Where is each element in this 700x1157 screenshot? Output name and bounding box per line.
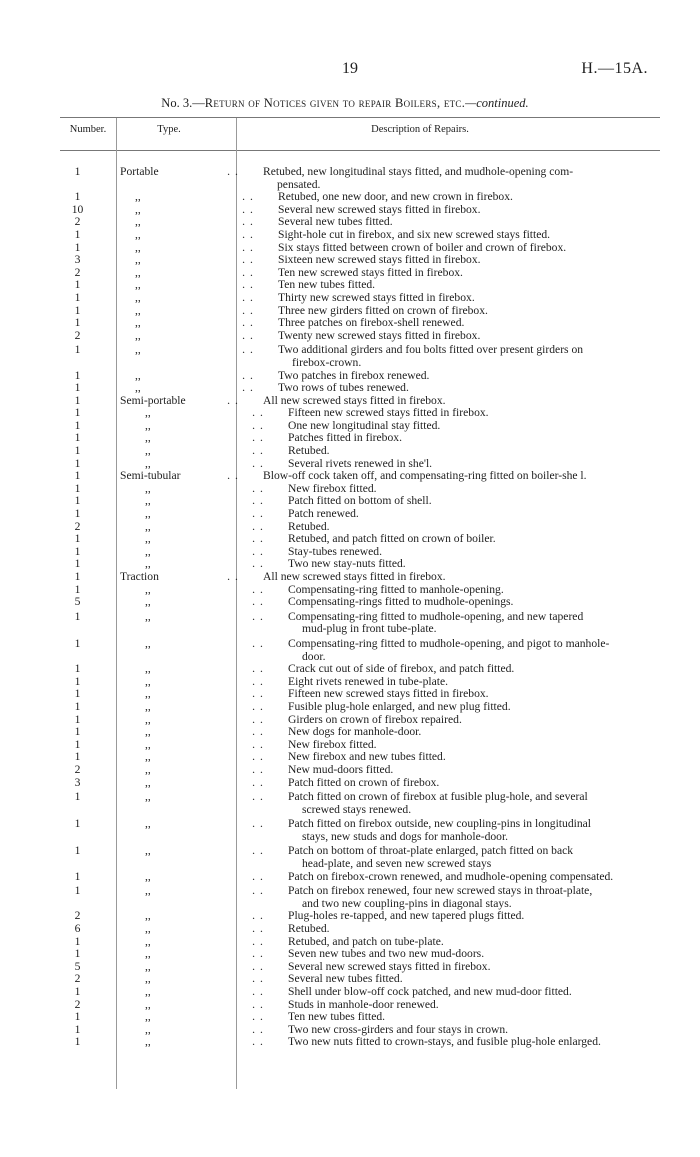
row-type: ,,	[135, 227, 141, 241]
description-line: Compensating-ring fitted to manhole-opening.	[288, 582, 504, 596]
row-type: ,,	[145, 775, 151, 789]
row-number: 1	[74, 725, 81, 739]
row-number: 1	[74, 532, 81, 546]
description-line: Fifteen new screwed stays fitted in firebox.	[288, 406, 489, 420]
row-description	[277, 910, 660, 923]
column-header-number: Number.	[69, 124, 107, 135]
row-type: ,,	[145, 582, 151, 596]
description-line: Patch on bottom of throat-plate enlarged, patch fitted on back	[288, 844, 574, 858]
row-number: 1	[74, 844, 81, 858]
row-type: ,,	[145, 609, 151, 623]
leader-dots: . .	[242, 381, 254, 395]
leader-dots: . .	[242, 278, 254, 292]
description-line: One new longitudinal stay fitted.	[288, 418, 441, 432]
leader-dots: . .	[252, 790, 264, 804]
description-line: Shell under blow-off cock patched, and new mud-door fitted.	[288, 985, 572, 998]
row-number: 2	[74, 519, 81, 533]
row-description	[277, 777, 660, 790]
row-type: ,,	[145, 494, 151, 508]
row-number: 1	[74, 165, 81, 178]
row-number: 5	[74, 959, 81, 973]
row-type: ,,	[145, 532, 151, 546]
leader-dots: . .	[252, 507, 264, 521]
leader-dots: . .	[252, 725, 264, 739]
description-line: New firebox and new tubes fitted.	[288, 750, 446, 764]
table-row	[60, 330, 660, 343]
row-number: 2	[74, 328, 81, 342]
table-row	[60, 777, 660, 790]
description-line: Two new nuts fitted to crown-stays, and fusible plug-hole enlarged.	[288, 1035, 601, 1049]
description-line: Ten new tubes fitted.	[288, 1010, 386, 1024]
row-type: ,,	[145, 519, 151, 533]
description-line: Three new girders fitted on crown of firebox.	[278, 303, 488, 317]
leader-dots: . .	[252, 431, 264, 445]
row-type: ,,	[145, 1010, 151, 1024]
row-type: ,,	[135, 240, 141, 254]
row-type: ,,	[135, 381, 141, 395]
row-type: ,,	[145, 997, 151, 1011]
column-header-type: Type.	[157, 124, 181, 135]
row-description	[277, 818, 660, 843]
row-number: 1	[74, 674, 81, 688]
description-line: Compensating-ring fitted to mudhole-opening, and pigot to manhole-	[288, 636, 610, 650]
leader-dots: . .	[227, 469, 239, 483]
row-number: 1	[74, 662, 81, 676]
row-number: 1	[74, 456, 81, 470]
leader-dots: . .	[252, 947, 264, 961]
leader-dots: . .	[242, 328, 254, 342]
leader-dots: . .	[252, 582, 264, 596]
description-continuation: stays, new studs and dogs for manhole-door.	[302, 829, 509, 843]
description-line: Sixteen new screwed stays fitted in firebox.	[278, 253, 481, 267]
description-line: Retubed, and patch fitted on crown of boiler.	[288, 532, 496, 546]
row-type: Semi-portable	[120, 393, 186, 407]
row-type: ,,	[135, 316, 141, 330]
row-type: ,,	[145, 1035, 151, 1049]
row-number: 1	[74, 869, 81, 883]
row-number: 1	[74, 985, 81, 998]
description-line: Retubed, and patch on tube-plate.	[288, 934, 444, 948]
row-number: 1	[74, 947, 81, 961]
description-line: Plug-holes re-tapped, and new tapered plugs fitted.	[288, 909, 525, 923]
table-title	[0, 96, 690, 111]
row-type: ,,	[145, 985, 151, 998]
row-type: ,,	[135, 190, 141, 204]
leader-dots: . .	[242, 290, 254, 304]
row-type: ,,	[145, 844, 151, 858]
row-description	[277, 596, 660, 609]
title-suffix: —continued.	[465, 96, 529, 110]
description-continuation: mud-plug in front tube-plate.	[302, 622, 437, 636]
row-description	[267, 330, 653, 343]
row-number: 1	[74, 381, 81, 395]
leader-dots: . .	[242, 343, 254, 357]
row-number: 1	[74, 737, 81, 751]
description-line: Several rivets renewed in she'l.	[288, 456, 433, 470]
description-line: Thirty new screwed stays fitted in firebox.	[278, 290, 475, 304]
table-row	[60, 508, 660, 521]
row-type: ,,	[135, 265, 141, 279]
leader-dots: . .	[242, 215, 254, 229]
leader-dots: . .	[252, 418, 264, 432]
row-number: 2	[74, 909, 81, 923]
description-line: Patch fitted on crown of firebox at fusible plug-hole, and several	[288, 790, 588, 804]
row-type: ,,	[145, 544, 151, 558]
description-line: New mud-doors fitted.	[288, 762, 394, 776]
row-number: 2	[74, 762, 81, 776]
leader-dots: . .	[252, 869, 264, 883]
row-type: Traction	[120, 570, 159, 583]
table-row	[60, 885, 660, 910]
description-line: Crack cut out of side of firebox, and patch fitted.	[288, 662, 515, 676]
description-line: Retubed, one new door, and new crown in firebox.	[278, 190, 513, 204]
row-number: 1	[74, 1022, 81, 1036]
leader-dots: . .	[252, 737, 264, 751]
leader-dots: . .	[242, 253, 254, 267]
row-type: ,,	[135, 328, 141, 342]
row-type: ,,	[145, 444, 151, 458]
description-line: Ten new screwed stays fitted in firebox.	[278, 265, 463, 279]
row-number: 1	[74, 444, 81, 458]
table-row	[60, 344, 660, 369]
row-number: 10	[71, 202, 84, 216]
description-line: Six stays fitted between crown of boiler and crown of firebox.	[278, 240, 567, 254]
title-prefix: No. 3.—	[161, 96, 205, 110]
description-line: Three patches on firebox-shell renewed.	[278, 316, 465, 330]
row-number: 3	[74, 253, 81, 267]
row-number: 1	[74, 431, 81, 445]
row-number: 1	[74, 418, 81, 432]
description-line: Two patches in firebox renewed.	[278, 368, 430, 382]
description-line: Fusible plug-hole enlarged, and new plug fitted.	[288, 699, 511, 713]
row-number: 1	[74, 190, 81, 204]
table-row	[60, 845, 660, 870]
table-row	[60, 871, 660, 884]
description-line: Compensating-ring fitted to mudhole-opening, and new tapered	[288, 609, 584, 623]
row-type: ,,	[145, 418, 151, 432]
description-line: Patches fitted in firebox.	[288, 431, 402, 445]
row-type: ,,	[135, 253, 141, 267]
description-line: Two additional girders and fou bolts fitted over present girders on	[278, 343, 584, 357]
row-type: ,,	[145, 595, 151, 609]
description-line: Several new tubes fitted.	[278, 215, 393, 229]
row-number: 1	[74, 481, 81, 495]
row-number: 1	[74, 570, 81, 583]
row-number: 1	[74, 316, 81, 330]
row-type: ,,	[145, 884, 151, 898]
table-row	[60, 818, 660, 843]
leader-dots: . .	[252, 557, 264, 571]
leader-dots: . .	[242, 240, 254, 254]
row-number: 1	[74, 303, 81, 317]
row-type: ,,	[145, 636, 151, 650]
leader-dots: . .	[252, 444, 264, 458]
row-type: ,,	[145, 972, 151, 986]
table-row	[60, 596, 660, 609]
leader-dots: . .	[252, 985, 264, 998]
description-line: All new screwed stays fitted in firebox.	[263, 393, 446, 407]
description-line: Several new tubes fitted.	[288, 972, 403, 986]
description-line: Patch renewed.	[288, 507, 359, 521]
row-type: ,,	[145, 725, 151, 739]
row-type: ,,	[145, 712, 151, 726]
description-line: Retubed.	[288, 922, 330, 936]
description-continuation: and two new coupling-pins in diagonal stays.	[302, 896, 512, 910]
row-description	[267, 344, 653, 369]
description-line: Patch on firebox-crown renewed, and mudhole-opening compensated.	[288, 869, 614, 883]
description-line: Several new screwed stays fitted in firebox.	[288, 959, 491, 973]
description-line: Fifteen new screwed stays fitted in firebox.	[288, 687, 489, 701]
leader-dots: . .	[252, 687, 264, 701]
row-type: ,,	[135, 343, 141, 357]
row-type: ,,	[145, 737, 151, 751]
row-type: ,,	[145, 790, 151, 804]
description-line: Patch fitted on bottom of shell.	[288, 494, 432, 508]
description-continuation: head-plate, and seven new screwed stays	[302, 857, 492, 871]
table-row	[60, 791, 660, 816]
row-number: 1	[74, 582, 81, 596]
row-type: ,,	[135, 303, 141, 317]
description-line: Girders on crown of firebox repaired.	[288, 712, 462, 726]
header-rule	[60, 150, 660, 151]
row-number: 1	[74, 1035, 81, 1049]
description-line: Two rows of tubes renewed.	[278, 381, 409, 395]
row-type: ,,	[145, 481, 151, 495]
row-number: 1	[74, 750, 81, 764]
leader-dots: . .	[252, 674, 264, 688]
row-number: 1	[74, 227, 81, 241]
table-row	[60, 1036, 660, 1049]
description-line: Patch fitted on firebox outside, new coupling-pins in longitudinal	[288, 817, 591, 831]
row-description	[277, 432, 660, 445]
table-row	[60, 638, 660, 663]
row-type: ,,	[145, 507, 151, 521]
row-number: 1	[74, 934, 81, 948]
row-type: ,,	[145, 456, 151, 470]
row-type: ,,	[145, 922, 151, 936]
leader-dots: . .	[242, 190, 254, 204]
row-type: ,,	[135, 278, 141, 292]
leader-dots: . .	[227, 393, 239, 407]
description-line: Twenty new screwed stays fitted in firebox.	[278, 328, 481, 342]
row-type: ,,	[145, 662, 151, 676]
leader-dots: . .	[252, 662, 264, 676]
row-description	[277, 508, 660, 521]
leader-dots: . .	[252, 494, 264, 508]
leader-dots: . .	[252, 775, 264, 789]
row-type: ,,	[145, 1022, 151, 1036]
row-type: ,,	[145, 934, 151, 948]
leader-dots: . .	[227, 165, 239, 178]
row-number: 2	[74, 997, 81, 1011]
row-number: 1	[74, 494, 81, 508]
description-line: Compensating-rings fitted to mudhole-openings.	[288, 595, 514, 609]
leader-dots: . .	[252, 481, 264, 495]
description-line: Patch on firebox renewed, four new screwed stays in throat-plate,	[288, 884, 593, 898]
leader-dots: . .	[252, 519, 264, 533]
leader-dots: . .	[252, 762, 264, 776]
leader-dots: . .	[252, 544, 264, 558]
description-line: Retubed, new longitudinal stays fitted, and mudhole-opening com-	[263, 165, 574, 178]
leader-dots: . .	[252, 934, 264, 948]
row-type: ,,	[145, 909, 151, 923]
description-line: Ten new tubes fitted.	[278, 278, 376, 292]
description-line: Retubed.	[288, 519, 330, 533]
row-number: 1	[74, 609, 81, 623]
row-number: 1	[74, 469, 81, 483]
row-description	[277, 871, 660, 884]
row-type: ,,	[135, 202, 141, 216]
description-continuation: screwed stays renewed.	[302, 802, 412, 816]
row-number: 1	[74, 557, 81, 571]
description-line: Patch fitted on crown of firebox.	[288, 775, 440, 789]
description-line: Several new screwed stays fitted in firebox.	[278, 202, 481, 216]
row-number: 1	[74, 544, 81, 558]
row-type: ,,	[145, 959, 151, 973]
row-type: ,,	[145, 699, 151, 713]
description-line: Sight-hole cut in firebox, and six new screwed stays fitted.	[278, 227, 551, 241]
leader-dots: . .	[242, 316, 254, 330]
leader-dots: . .	[242, 303, 254, 317]
leader-dots: . .	[252, 959, 264, 973]
leader-dots: . .	[252, 636, 264, 650]
column-header-description: Description of Repairs.	[371, 124, 469, 135]
table-header	[60, 118, 660, 150]
row-number: 1	[74, 636, 81, 650]
leader-dots: . .	[252, 750, 264, 764]
row-number: 3	[74, 775, 81, 789]
leader-dots: . .	[252, 699, 264, 713]
leader-dots: . .	[252, 609, 264, 623]
leader-dots: . .	[242, 368, 254, 382]
row-number: 1	[74, 507, 81, 521]
row-type: ,,	[145, 817, 151, 831]
document-code: H.—15A.	[581, 60, 648, 77]
description-line: Retubed.	[288, 444, 330, 458]
description-line: All new screwed stays fitted in firebox.	[263, 570, 446, 583]
row-number: 2	[74, 265, 81, 279]
row-type: ,,	[145, 687, 151, 701]
title-main: Return of Notices given to repair Boilers, etc.	[204, 96, 466, 110]
description-line: New dogs for manhole-door.	[288, 725, 422, 739]
description-line: New firebox fitted.	[288, 737, 377, 751]
leader-dots: . .	[252, 1010, 264, 1024]
row-number: 1	[74, 240, 81, 254]
row-description	[277, 1036, 660, 1049]
leader-dots: . .	[252, 909, 264, 923]
row-description	[277, 845, 660, 870]
row-description	[277, 791, 660, 816]
leader-dots: . .	[252, 972, 264, 986]
description-line: Blow-off cock taken off, and compensating-ring fitted on boiler-she l.	[263, 469, 587, 483]
leader-dots: . .	[252, 884, 264, 898]
row-number: 1	[74, 712, 81, 726]
table-row	[60, 166, 660, 191]
description-line: Studs in manhole-door renewed.	[288, 997, 439, 1011]
row-type: ,,	[145, 750, 151, 764]
row-number: 1	[74, 1010, 81, 1024]
row-number: 1	[74, 278, 81, 292]
row-type: Semi-tubular	[120, 469, 181, 483]
row-description	[277, 611, 660, 636]
leader-dots: . .	[252, 532, 264, 546]
table-row	[60, 611, 660, 636]
description-line: Two new cross-girders and four stays in crown.	[288, 1022, 509, 1036]
row-number: 1	[74, 393, 81, 407]
row-description	[252, 166, 638, 191]
row-number: 5	[74, 595, 81, 609]
row-number: 1	[74, 687, 81, 701]
row-type: ,,	[145, 431, 151, 445]
row-type: ,,	[145, 762, 151, 776]
row-number: 1	[74, 290, 81, 304]
row-number: 1	[74, 368, 81, 382]
leader-dots: . .	[242, 202, 254, 216]
description-line: Eight rivets renewed in tube-plate.	[288, 674, 449, 688]
row-type: ,,	[145, 869, 151, 883]
row-type: ,,	[135, 368, 141, 382]
leader-dots: . .	[252, 844, 264, 858]
page-number: 19	[342, 60, 358, 77]
row-type: ,,	[145, 674, 151, 688]
leader-dots: . .	[252, 817, 264, 831]
description-line: Two new stay-nuts fitted.	[288, 557, 406, 571]
row-description	[277, 638, 660, 663]
description-continuation: door.	[302, 649, 326, 663]
row-type: ,,	[145, 557, 151, 571]
row-type: ,,	[145, 947, 151, 961]
leader-dots: . .	[242, 265, 254, 279]
description-line: Seven new tubes and two new mud-doors.	[288, 947, 485, 961]
leader-dots: . .	[252, 1035, 264, 1049]
repairs-table-body	[60, 164, 660, 1049]
row-number: 1	[74, 699, 81, 713]
leader-dots: . .	[242, 227, 254, 241]
row-description	[277, 885, 660, 910]
row-type: ,,	[145, 406, 151, 420]
leader-dots: . .	[252, 406, 264, 420]
row-number: 2	[74, 972, 81, 986]
row-number: 1	[74, 343, 81, 357]
row-number: 1	[74, 817, 81, 831]
leader-dots: . .	[252, 456, 264, 470]
row-number: 1	[74, 790, 81, 804]
row-number: 1	[74, 884, 81, 898]
row-number: 2	[74, 215, 81, 229]
leader-dots: . .	[252, 712, 264, 726]
description-continuation: pensated.	[277, 177, 321, 191]
row-number: 1	[74, 406, 81, 420]
description-line: New firebox fitted.	[288, 481, 377, 495]
leader-dots: . .	[252, 922, 264, 936]
row-type: ,,	[135, 290, 141, 304]
leader-dots: . .	[252, 997, 264, 1011]
leader-dots: . .	[227, 570, 239, 583]
leader-dots: . .	[252, 595, 264, 609]
leader-dots: . .	[252, 1022, 264, 1036]
row-number: 6	[74, 922, 81, 936]
description-line: Stay-tubes renewed.	[288, 544, 383, 558]
row-type: Portable	[120, 165, 159, 178]
description-continuation: firebox-crown.	[292, 355, 362, 369]
row-type: ,,	[135, 215, 141, 229]
